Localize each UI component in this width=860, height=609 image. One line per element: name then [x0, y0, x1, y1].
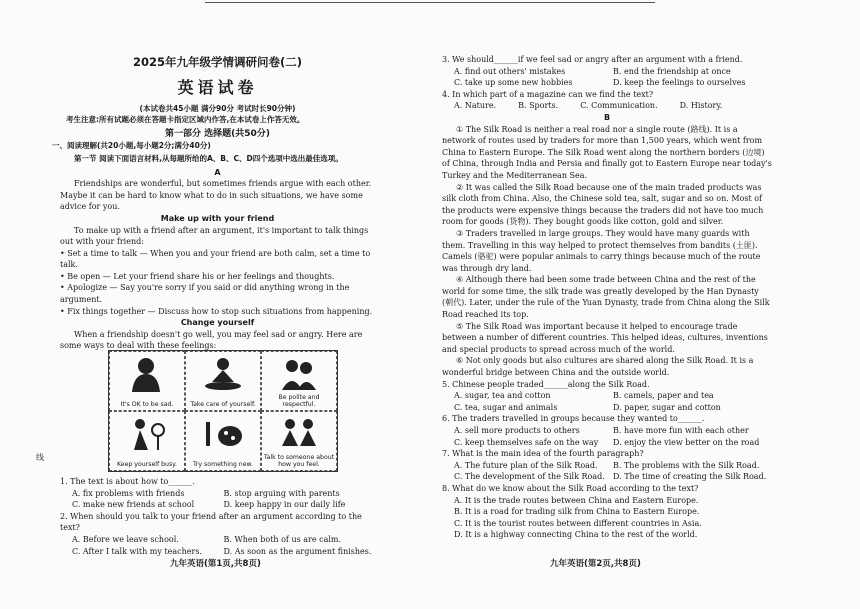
passage-a-para-2: To make up with a friend after an argument, it's important to talk things out with your friend: [60, 225, 369, 247]
grid-caption: Try something new. [193, 460, 253, 468]
question-3-options [442, 66, 772, 89]
option: D. The time of creating the Silk Road. [613, 472, 767, 482]
section-instruction: 第一节 阅读下面语言材料,从每题所给的A、B、C、D四个选项中选出最佳选项。 [74, 153, 343, 163]
candidate-notice: 考生注意:所有试题必须在答题卡指定区域内作答,在本试卷上作答无效。 [66, 114, 305, 124]
option: A. It is the trade routes between China and Eastern Europe. [454, 495, 699, 505]
question-7: 7. What is the main idea of the fourth paragraph? [442, 449, 644, 459]
bullet-item: • Set a time to talk — When you and your friend are both calm, set a time to talk. [60, 248, 371, 270]
bullet-item: • Be open — Let your friend share his or her feelings and thoughts. [60, 271, 335, 281]
question-4-options [442, 100, 772, 112]
grid-caption: Keep yourself busy. [117, 460, 177, 468]
question-5-options [442, 390, 772, 413]
part-heading: 第一部分 选择题(共50分) [165, 128, 270, 139]
bullet-item: • Apologize — Say you're sorry if you said or did anything wrong in the argument. [60, 283, 350, 305]
grid-caption: Be polite and respectful. [278, 393, 320, 408]
option: C. The development of the Silk Road. [454, 472, 605, 482]
passage-a-para-1: Friendships are wonderful, but sometimes friends argue with each other. Maybe it can be hard to know what to do in such situations, we have some advice for you. [60, 179, 372, 212]
question-3: 3. We should______if we feel sad or angry after an argument with a friend. [442, 55, 743, 64]
option: C. After I talk with my teachers. [72, 546, 202, 556]
bullet-item: • Fix things together — Discuss how to stop such situations from happening. [60, 306, 373, 316]
option: D. enjoy the view better on the road [613, 437, 760, 447]
option: A. sell more products to others [454, 426, 580, 435]
header-notes [52, 104, 375, 352]
option: C. Communication. [580, 101, 658, 111]
option: A. fix problems with friends [72, 488, 185, 498]
gardening-icon [122, 416, 172, 452]
question-1: 1. The text is about how to______. [60, 477, 195, 486]
question-4: 4. In which part of a magazine can we find the text? [442, 89, 654, 99]
passage-a-heading-1: Make up with your friend [160, 213, 275, 223]
sad-person-icon [122, 356, 172, 392]
option: C. make new friends at school [72, 500, 195, 510]
two-people-icon [274, 356, 324, 392]
question-6: 6. The traders travelled in groups because they wanted to______. [442, 414, 705, 424]
talking-people-icon [274, 416, 324, 452]
question-1-options [60, 488, 375, 511]
option: B. The problems with the Silk Road. [613, 460, 760, 470]
passage-b-para: ④ Although there had been some trade between China and the rest of the world for some time, the silk trade was greatly developed by the Han Dynasty (朝代). Later, under the rule of the Yuan Dynasty, trade from China along the Silk Road reached its top. [442, 275, 770, 320]
grid-cell [185, 411, 261, 471]
question-7-options [442, 460, 772, 483]
option: C. tea, sugar and animals [454, 402, 558, 412]
exam-subtitle: 英语试卷 [177, 78, 258, 97]
passage-b-para: ② It was called the Silk Road because one of the main traded products was silk cloth from China. Also, the Chinese sold tea, salt, sugar and so on. Most of the products were expensive things because the traders did not have too much room for goods (货物). They bought goods like cotton, gold and silver. [442, 182, 764, 227]
top-rule [205, 2, 655, 3]
grid-cell [185, 351, 261, 411]
option: D. keep happy in our daily life [223, 500, 346, 510]
questions-1-2 [60, 476, 375, 557]
section-heading: 一、阅读理解(共20小题,每小题2分;满分40分) [52, 140, 211, 150]
option: C. take up some new hobbies [454, 78, 573, 88]
passage-b-para: ③ Traders travelled in large groups. They would have many guards with them. Travelling in this way helped to protect themselves from bandits (土匪). Camels (骆驼) were popular animals to carry things because much of the route was through dry land. [442, 228, 761, 273]
exam-info-note: (本试卷共45小题 满分90分 考试时长90分钟) [139, 104, 296, 113]
option: B. Sports. [518, 101, 559, 111]
questions-3-4 [442, 54, 772, 541]
option: B. camels, paper and tea [613, 391, 714, 401]
advice-picture-grid [108, 350, 338, 472]
option: B. stop arguing with parents [223, 488, 340, 498]
option: A. Before we leave school. [72, 534, 179, 544]
option: D. As soon as the argument finishes. [223, 546, 372, 556]
option: D. paper, sugar and cotton [613, 402, 721, 412]
grid-caption: Take care of yourself. [190, 400, 256, 408]
passage-a-para-3: When a friendship doesn't go well, you may feel sad or angry. Here are some ways to deal with these feelings: [60, 329, 363, 351]
option: D. History. [679, 101, 723, 111]
exam-title: 2025年九年级学情调研问卷(二) [132, 55, 303, 69]
question-8-options [442, 495, 772, 541]
option: A. Nature. [454, 101, 497, 111]
option: B. end the friendship at once [613, 66, 731, 76]
passage-label-a: A [214, 167, 221, 177]
option: A. The future plan of the Silk Road. [454, 460, 598, 470]
grid-caption: It's OK to be sad. [120, 400, 174, 408]
question-5: 5. Chinese people traded______along the Silk Road. [442, 379, 650, 389]
question-6-options [442, 425, 772, 448]
question-2-options [60, 534, 375, 557]
question-8: 8. What do we know about the Silk Road according to the text? [442, 483, 699, 493]
grid-cell [109, 351, 185, 411]
meditation-icon [198, 356, 248, 392]
option: A. find out others' mistakes [454, 66, 566, 76]
option: D. keep the feelings to ourselves [613, 78, 746, 88]
passage-label-b: B [603, 112, 611, 122]
option: C. keep themselves safe on the way [454, 437, 599, 447]
option: B. When both of us are calm. [223, 534, 342, 544]
passage-b-para: ⑤ The Silk Road was important because it helped to encourage trade between a number of different countries. This helped ideas, cultures, inventions and special products to spread across much of the world. [442, 321, 768, 354]
passage-b-para: ① The Silk Road is neither a real road nor a single route (路线). It is a network of routes used by traders for more than 1,500 years, which went from China to Eastern Europe. The Silk Road went along the northern borders (边境) of China, through India and Persia and finally got to Eastern Europe near today's Turkey and the Mediterranean Sea. [442, 124, 772, 180]
option: B. have more fun with each other [613, 426, 749, 435]
option: B. It is a road for trading silk from China to Eastern Europe. [454, 507, 700, 517]
page-1-footer: 九年英语(第1页,共8页) [170, 559, 261, 569]
option: C. It is the tourist routes between different countries in Asia. [454, 518, 702, 528]
question-2: 2. When should you talk to your friend after an argument according to the text? [60, 511, 362, 533]
grid-cell [109, 411, 185, 471]
binding-line-mark: 线 [36, 453, 44, 462]
grid-cell [261, 351, 337, 411]
passage-a-heading-2: Change yourself [180, 318, 255, 328]
painting-icon [198, 416, 248, 452]
option: D. It is a highway connecting China to the rest of the world. [454, 530, 698, 540]
page-2-footer: 九年英语(第2页,共8页) [550, 559, 641, 569]
grid-caption: Talk to someone about how you feel. [263, 453, 335, 468]
passage-b-para: ⑥ Not only goods but also cultures are shared along the Silk Road. It is a wonderful bridge between China and the outside world. [442, 356, 754, 378]
option: A. sugar, tea and cotton [454, 391, 551, 401]
grid-cell [261, 411, 337, 471]
